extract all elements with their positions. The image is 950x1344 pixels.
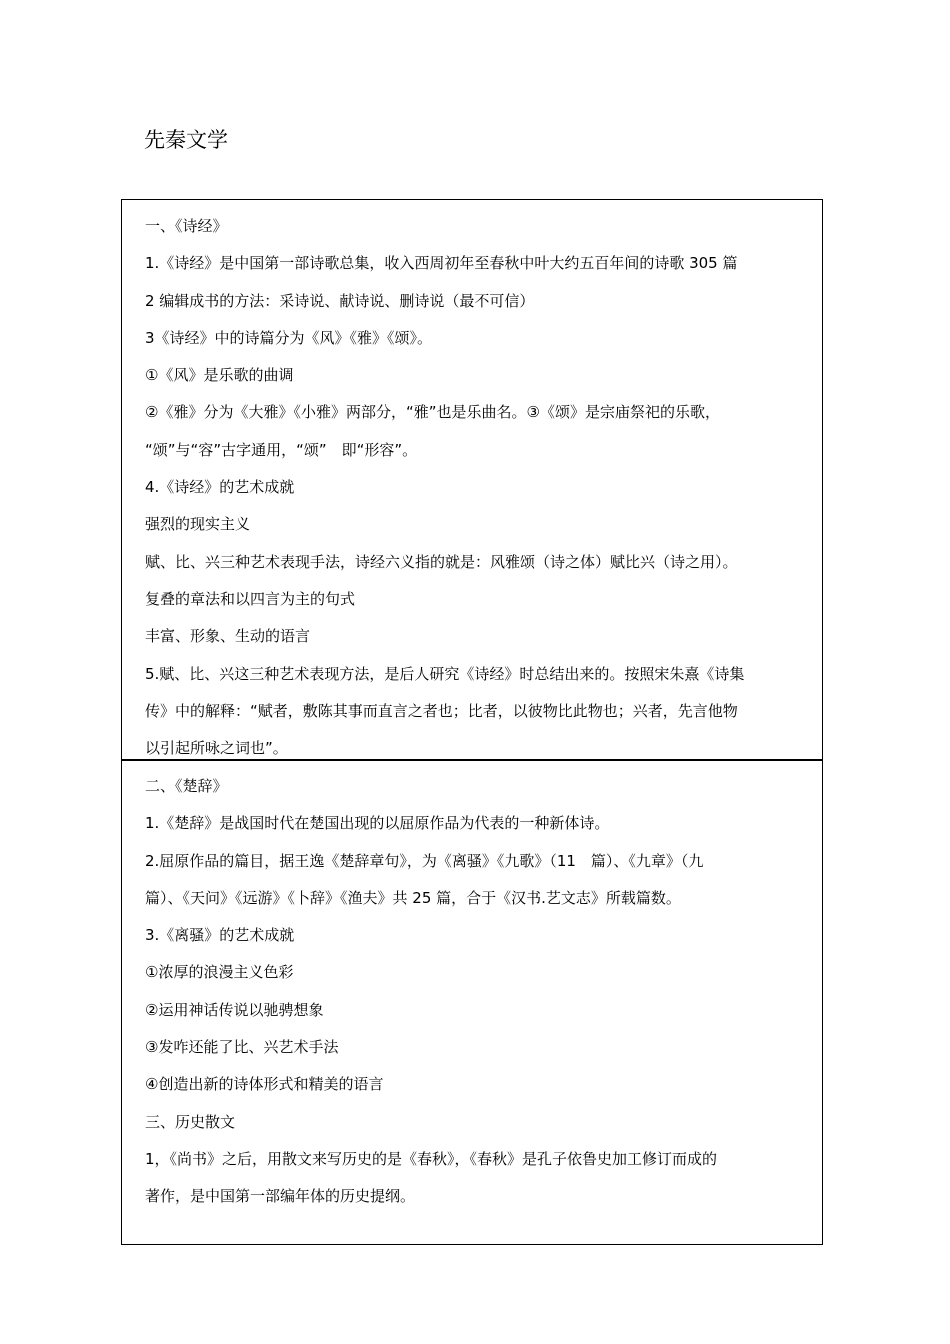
text-line: 2 编辑成书的方法：采诗说、献诗说、删诗说（最不可信）: [145, 291, 535, 310]
section-shijing-content: [145, 208, 808, 767]
text-line: ①《风》是乐歌的曲调: [145, 366, 294, 385]
text-line: “颂”与“容”古字通用，“颂” 即“形容”。: [145, 440, 418, 459]
text-line: 4.《诗经》的艺术成就: [145, 478, 295, 497]
text-line: 强烈的现实主义: [145, 515, 251, 534]
text-line: 5.赋、比、兴这三种艺术表现方法，是后人研究《诗经》时总结出来的。按照宋朱熹《诗集: [145, 664, 745, 683]
text-line: 2.屈原作品的篇目，据王逸《楚辞章句》，为《离骚》《九歌》（11 篇）、《九章》（九: [145, 851, 704, 870]
text-line: 以引起所咏之词也”。: [145, 739, 288, 758]
text-line: ③发咋还能了比、兴艺术手法: [145, 1038, 339, 1057]
text-line: 1，《尚书》之后，用散文来写历史的是《春秋》，《春秋》是孔子依鲁史加工修订而成的: [145, 1149, 718, 1168]
text-line: 赋、比、兴三种艺术表现手法，诗经六义指的就是：风雅颂（诗之体）赋比兴（诗之用）。: [145, 552, 738, 571]
section-heading: 一、《诗经》: [145, 217, 228, 235]
section-heading: 三、历史散文: [145, 1112, 236, 1131]
text-line: 3《诗经》中的诗篇分为《风》《雅》《颂》。: [145, 328, 433, 347]
text-line: 3.《离骚》的艺术成就: [145, 926, 295, 945]
text-line: 篇）、《天问》《远游》《卜辞》《渔夫》共 25 篇，合于《汉书.艺文志》所载篇数。: [145, 888, 681, 907]
section-chuci-box: [121, 759, 823, 1245]
section-heading: 二、《楚辞》: [145, 777, 228, 795]
text-line: 丰富、形象、生动的语言: [145, 627, 311, 646]
text-line: ④创造出新的诗体形式和精美的语言: [145, 1075, 384, 1094]
section-shijing-box: [121, 199, 823, 761]
text-line: ②运用神话传说以驰骋想象: [145, 1000, 324, 1019]
text-line: 传》中的解释：“赋者，敷陈其事而直言之者也；比者，以彼物比此物也；兴者，先言他物: [145, 701, 738, 720]
section-chuci-content: [145, 768, 808, 1216]
text-line: 复叠的章法和以四言为主的句式: [145, 589, 356, 608]
text-line: 1.《诗经》是中国第一部诗歌总集，收入西周初年至春秋中叶大约五百年间的诗歌 305 篇: [145, 254, 738, 273]
text-line: 著作，是中国第一部编年体的历史提纲。: [145, 1187, 416, 1206]
page-title: 先秦文学: [144, 128, 228, 152]
text-line: 1.《楚辞》是战国时代在楚国出现的以屈原作品为代表的一种新体诗。: [145, 814, 610, 833]
text-line: ①浓厚的浪漫主义色彩: [145, 963, 294, 982]
text-line: ②《雅》分为《大雅》《小雅》两部分，“雅”也是乐曲名。③《颂》是宗庙祭祀的乐歌，: [145, 403, 720, 422]
